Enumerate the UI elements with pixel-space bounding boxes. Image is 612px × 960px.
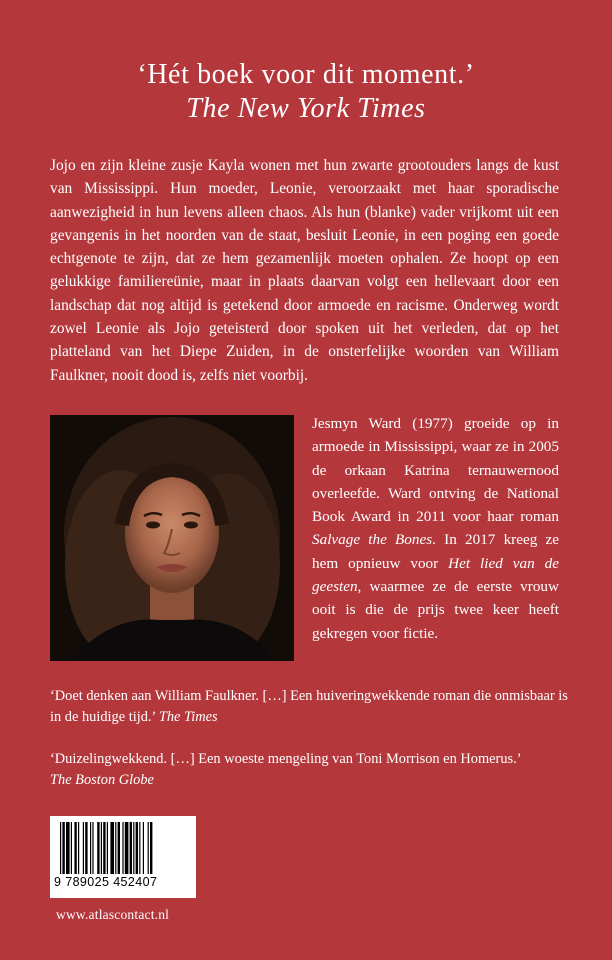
author-portrait-image xyxy=(50,415,294,661)
bio-book-title-2: Het lied van de geesten xyxy=(312,554,560,596)
author-photo xyxy=(50,415,294,661)
bio-book-title-1: Salvage the Bones xyxy=(312,531,433,549)
bio-text-3: , waarmee ze de eerste vrouw ooit is die de prijs twee keer heeft gekregen voor fictie. xyxy=(312,578,559,642)
review-quote xyxy=(50,749,570,790)
review-quote-text: ‘Duizelingwekkend. […] Een woeste mengeling van Toni Morrison en Homerus.’ xyxy=(50,751,522,767)
author-bio xyxy=(312,412,559,645)
headline-quote: ‘Hét boek voor dit moment.’ xyxy=(137,59,475,90)
bio-text-2: . In 2017 kreeg ze hem opnieuw voor xyxy=(312,531,559,572)
barcode-bars xyxy=(60,822,186,874)
publisher-website: www.atlascontact.nl xyxy=(56,907,170,922)
review-quote-source: The Boston Globe xyxy=(50,771,154,788)
review-quote-source: The Times xyxy=(158,708,218,725)
bio-text-1: Jesmyn Ward (1977) groeide op in armoede in Mississippi, waar ze in 2005 de orkaan Katrina ternauwernood overleefde. Ward ontving de National Book Award in 2011 voor haar roman xyxy=(312,415,559,526)
headline-source: The New York Times xyxy=(186,93,426,124)
headline xyxy=(0,58,612,126)
review-quote-text: ‘Doet denken aan William Faulkner. […] Een huiveringwekkende roman die onmisbaar is in de huidige tijd.’ xyxy=(50,688,568,725)
book-blurb: Jojo en zijn kleine zusje Kayla wonen met hun zwarte grootouders langs de kust van Mississippi. Hun moeder, Leonie, veroorzaakt met haar sporadische aanwezigheid in hun levens alleen chaos. Als hun (blanke) vader vrijkomt uit een gevangenis in het noorden van de staat, besluit Leonie, in een poging een goede echtgenote te zijn, dat ze hem gezamenlijk moeten ophalen. Ze hoopt op een gelukkige familiereünie, maar in plaats daarvan volgt een hellevaart door een landschap dat nog altijd is getekend door armoede en racisme. Onderweg wordt zowel Leonie als Jojo geteisterd door spoken uit het verleden, dat op het platteland van het Diepe Zuiden, in de onsterfelijke woorden van William Faulkner, nooit dood is, zelfs niet voorbij. xyxy=(50,157,559,384)
isbn-number: 9 789025 452407 xyxy=(54,875,158,889)
barcode xyxy=(50,816,196,898)
review-quote xyxy=(50,686,570,727)
